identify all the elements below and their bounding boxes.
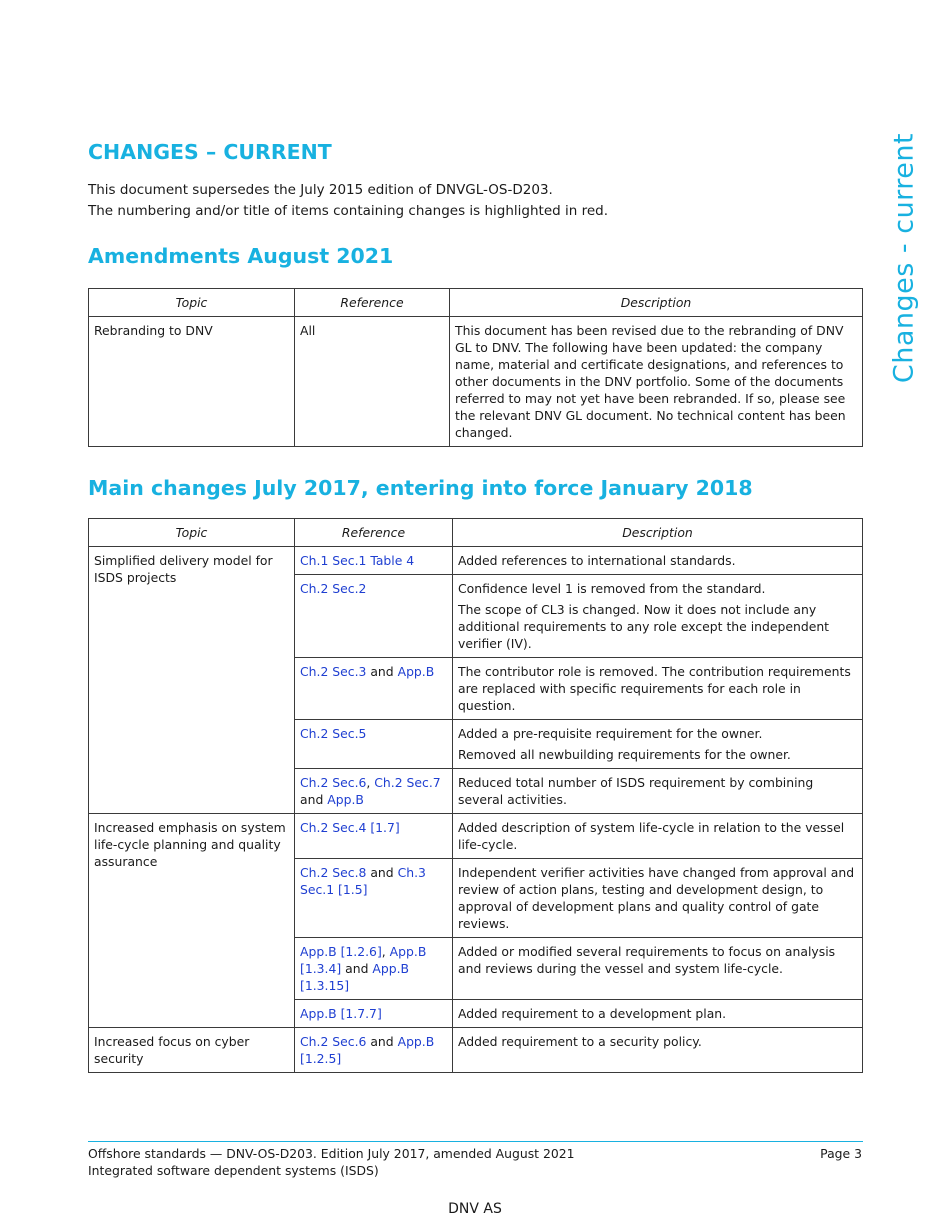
reference-cell: [295, 769, 453, 814]
reference-link[interactable]: Ch.2 Sec.5: [300, 726, 367, 741]
reference-connector: and: [300, 792, 328, 807]
reference-cell: [295, 938, 453, 1000]
main-changes-heading: Main changes July 2017, entering into force January 2018: [88, 476, 753, 500]
reference-cell: All: [295, 317, 450, 447]
description-cell: [453, 1028, 863, 1073]
description-paragraph: Added requirement to a security policy.: [458, 1034, 702, 1049]
table-row: [89, 814, 863, 859]
intro-line: The numbering and/or title of items containing changes is highlighted in red.: [88, 203, 609, 219]
reference-link[interactable]: App.B: [327, 792, 364, 807]
reference-connector: and: [366, 865, 398, 880]
reference-link[interactable]: App.B [1.2.6]: [300, 944, 382, 959]
company-name: DNV AS: [448, 1201, 502, 1217]
reference-connector: ,: [381, 944, 390, 959]
reference-link[interactable]: Ch.2 Sec.4 [1.7]: [300, 820, 400, 835]
reference-link[interactable]: Ch.2 Sec.6: [300, 775, 367, 790]
description-cell: [453, 1000, 863, 1028]
reference-link[interactable]: Ch.2 Sec.7: [374, 775, 441, 790]
column-header-reference: Reference: [295, 289, 450, 317]
amendments-table: [88, 288, 863, 447]
reference-link[interactable]: Ch.2 Sec.6: [300, 1034, 367, 1049]
description-paragraph: Removed all newbuilding requirements for the owner.: [458, 747, 791, 762]
footer-document-info: [88, 1145, 574, 1179]
reference-cell: [295, 547, 453, 575]
description-cell: [453, 938, 863, 1000]
reference-cell: [295, 1028, 453, 1073]
footer-divider: [88, 1141, 863, 1142]
amendments-heading: Amendments August 2021: [88, 244, 394, 268]
description-cell: This document has been revised due to the rebranding of DNV GL to DNV. The following have been updated: the company name, material and certificate designations, and references to other documents in the DNV portfolio. Some of the documents referred to may not yet have been rebranded. If so, please see the relevant DNV GL document. No technical content has been changed.: [450, 317, 863, 447]
reference-connector: and: [366, 664, 398, 679]
intro-text: [88, 180, 608, 222]
column-header-topic: Topic: [89, 519, 295, 547]
description-cell: [453, 859, 863, 938]
reference-link[interactable]: App.B [1.2.5]: [300, 1034, 435, 1066]
description-paragraph: Added a pre-requisite requirement for the owner.: [458, 726, 763, 741]
page-title: CHANGES – CURRENT: [88, 140, 332, 164]
table-row: [89, 317, 863, 447]
reference-link[interactable]: Ch.3 Sec.1 [1.5]: [300, 865, 426, 897]
description-cell: [453, 658, 863, 720]
reference-link[interactable]: Ch.2 Sec.8: [300, 865, 367, 880]
footer-line: Integrated software dependent systems (ISDS): [88, 1163, 379, 1178]
description-paragraph: Added requirement to a development plan.: [458, 1006, 727, 1021]
description-paragraph: Confidence level 1 is removed from the standard.: [458, 581, 766, 596]
description-paragraph: Reduced total number of ISDS requirement by combining several activities.: [458, 775, 814, 807]
table-header-row: [89, 289, 863, 317]
description-paragraph: The scope of CL3 is changed. Now it does not include any additional requirements to any role except the independent verifier (IV).: [458, 602, 830, 651]
topic-cell: Increased emphasis on system life-cycle planning and quality assurance: [89, 814, 295, 1028]
page-number: Page 3: [820, 1146, 862, 1161]
topic-cell: Simplified delivery model for ISDS projects: [89, 547, 295, 814]
reference-cell: [295, 859, 453, 938]
reference-connector: and: [366, 1034, 398, 1049]
description-paragraph: The contributor role is removed. The contribution requirements are replaced with specific requirements for each role in question.: [458, 664, 851, 713]
reference-link[interactable]: App.B [1.3.4]: [300, 944, 427, 976]
reference-connector: ,: [366, 775, 375, 790]
reference-cell: [295, 720, 453, 769]
reference-cell: [295, 1000, 453, 1028]
column-header-topic: Topic: [89, 289, 295, 317]
description-cell: [453, 814, 863, 859]
reference-link[interactable]: App.B [1.3.15]: [300, 961, 410, 993]
topic-cell: Rebranding to DNV: [89, 317, 295, 447]
table-row: [89, 547, 863, 575]
reference-cell: [295, 814, 453, 859]
main-changes-table: [88, 518, 863, 1073]
description-cell: [453, 575, 863, 658]
description-cell: [453, 547, 863, 575]
footer-line: Offshore standards — DNV-OS-D203. Edition July 2017, amended August 2021: [88, 1146, 575, 1161]
table-header-row: [89, 519, 863, 547]
intro-line: This document supersedes the July 2015 edition of DNVGL-OS-D203.: [88, 182, 553, 198]
description-cell: [453, 720, 863, 769]
reference-link[interactable]: Ch.2 Sec.3: [300, 664, 367, 679]
column-header-description: Description: [450, 289, 863, 317]
reference-link[interactable]: Ch.1 Sec.1 Table 4: [300, 553, 415, 568]
reference-link[interactable]: Ch.2 Sec.2: [300, 581, 367, 596]
reference-link[interactable]: App.B [1.7.7]: [300, 1006, 382, 1021]
description-cell: [453, 769, 863, 814]
description-paragraph: Added references to international standards.: [458, 553, 736, 568]
reference-link[interactable]: App.B: [397, 664, 435, 679]
table-row: [89, 1028, 863, 1073]
column-header-reference: Reference: [295, 519, 453, 547]
column-header-description: Description: [453, 519, 863, 547]
topic-cell: Increased focus on cyber security: [89, 1028, 295, 1073]
description-paragraph: Added or modified several requirements to focus on analysis and reviews during the vessel and system life-cycle.: [458, 944, 836, 976]
side-tab-label: Changes - current: [888, 132, 920, 384]
reference-cell: [295, 658, 453, 720]
reference-cell: [295, 575, 453, 658]
reference-connector: and: [341, 961, 373, 976]
description-paragraph: Added description of system life-cycle in relation to the vessel life-cycle.: [458, 820, 845, 852]
description-paragraph: Independent verifier activities have changed from approval and review of action plans, testing and development design, to approval of development plans and quality control of gate reviews.: [458, 865, 855, 931]
